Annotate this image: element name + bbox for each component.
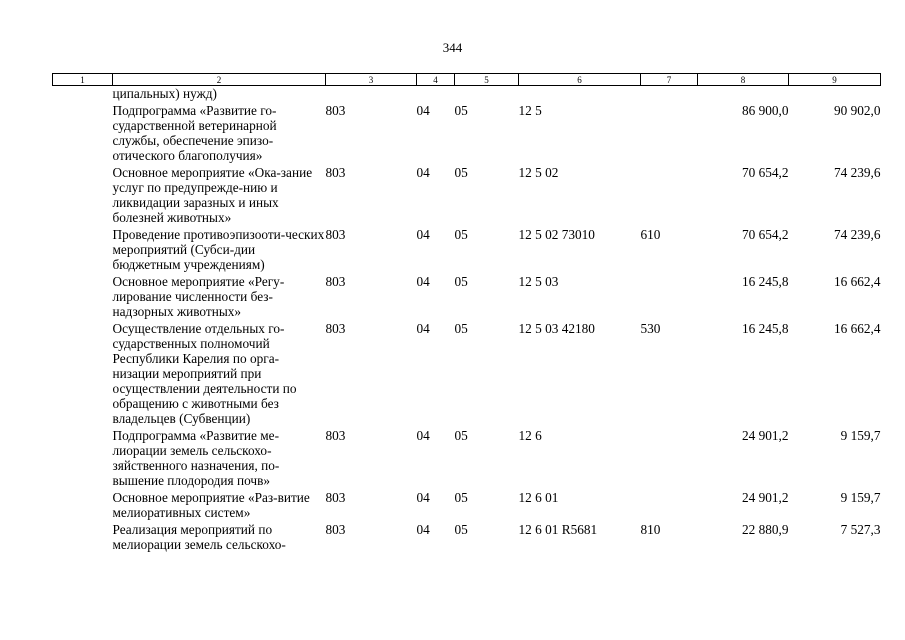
cell-c6: 12 5 03 [518,274,559,289]
cell-c9: 7 527,3 [840,522,881,537]
cell-c4: 04 [416,428,430,443]
cell-c5: 05 [454,165,468,180]
cell-c5: 05 [454,103,468,118]
cell-c9: 9 159,7 [840,428,881,443]
cell-c6: 12 5 03 42180 [518,321,595,336]
cell-c6: 12 5 [518,103,542,118]
cell-c7 [641,86,698,104]
cell-c7 [641,428,698,490]
table-row [53,490,881,522]
cell-row-number [53,227,113,274]
table-row [53,165,881,227]
cell-c6: 12 5 02 73010 [518,227,595,242]
cell-c9: 74 239,6 [833,165,881,180]
cell-c5: 05 [454,428,468,443]
cell-item-name: Реализация мероприятий по мелиорации земель сельскохо- [112,522,286,552]
cell-c8: 70 654,2 [741,227,789,242]
cell-c6: 12 5 02 [518,165,559,180]
page-number: 344 [442,40,463,55]
cell-row-number [53,428,113,490]
cell-c4 [417,86,455,104]
header-col-1: 1 [53,74,113,86]
cell-c6: 12 6 01 R5681 [518,522,598,537]
cell-c3 [326,86,417,104]
cell-item-name: Основное мероприятие «Регу-лирование численности без-надзорных животных» [112,274,285,319]
header-col-2: 2 [113,74,326,86]
header-col-9: 9 [789,74,881,86]
cell-row-number [53,490,113,522]
cell-item-name: Осуществление отдельных го-сударственных полномочий Республики Карелия по орга-низации мероприятий при осуществлении деятельности по обращению с животными без владельцев (Субвенции) [112,321,297,426]
table-row [53,103,881,165]
cell-row-number [53,274,113,321]
cell-c9 [789,86,881,104]
cell-c4: 04 [416,103,430,118]
cell-c9: 74 239,6 [833,227,881,242]
cell-item-name: Проведение противоэпизооти-ческих мероприятий (Субси-дии бюджетным учреждениям) [112,227,325,272]
cell-c3: 803 [325,274,346,289]
cell-c3: 803 [325,321,346,336]
cell-c7 [641,165,698,227]
cell-c5: 05 [454,227,468,242]
cell-c9: 16 662,4 [833,274,881,289]
cell-c7: 530 [640,321,661,336]
cell-c3: 803 [325,428,346,443]
cell-c7: 610 [640,227,661,242]
cell-item-name: Основное мероприятие «Ока-зание услуг по предупрежде-нию и ликвидации заразных и иных болезней животных» [112,165,313,225]
cell-c4: 04 [416,522,430,537]
cell-row-number [53,165,113,227]
table-row [53,428,881,490]
cell-c6: 12 6 [518,428,542,443]
cell-item-name: Основное мероприятие «Раз-витие мелиоративных систем» [112,490,310,520]
cell-item-name: Подпрограмма «Развитие го-сударственной ветеринарной службы, обеспечение эпизо-отического благополучия» [112,103,277,163]
header-col-6: 6 [519,74,641,86]
cell-c8: 16 245,8 [741,321,789,336]
budget-table [52,73,881,554]
cell-c5: 05 [454,274,468,289]
cell-c9: 16 662,4 [833,321,881,336]
cell-c8: 16 245,8 [741,274,789,289]
cell-c4: 04 [416,274,430,289]
table-row [53,227,881,274]
cell-c3: 803 [325,227,346,242]
cell-c8: 24 901,2 [741,490,789,505]
header-col-3: 3 [326,74,417,86]
cell-row-number [53,321,113,428]
cell-c7 [641,274,698,321]
cell-c6 [519,86,641,104]
cell-c8: 86 900,0 [741,103,789,118]
cell-c7: 810 [640,522,661,537]
cell-c5 [455,86,519,104]
cell-c9: 90 902,0 [833,103,881,118]
column-number-header [53,74,881,86]
cell-c4: 04 [416,321,430,336]
cell-c3: 803 [325,522,346,537]
cell-c3: 803 [325,490,346,505]
cell-c8: 22 880,9 [741,522,789,537]
cell-c8: 24 901,2 [741,428,789,443]
cell-row-number [53,103,113,165]
header-col-7: 7 [641,74,698,86]
cell-row-number [53,86,113,104]
cell-c8: 70 654,2 [741,165,789,180]
cell-c5: 05 [454,490,468,505]
table-body [53,86,881,555]
table-row [53,321,881,428]
cell-row-number [53,522,113,554]
cell-c4: 04 [416,490,430,505]
cell-item-name: ципальных) нужд) [112,86,217,101]
table-row [53,522,881,554]
cell-c3: 803 [325,103,346,118]
cell-c6: 12 6 01 [518,490,559,505]
table-row [53,274,881,321]
cell-c4: 04 [416,227,430,242]
cell-c7 [641,103,698,165]
cell-c7 [641,490,698,522]
cell-c3: 803 [325,165,346,180]
header-col-4: 4 [417,74,455,86]
cell-c8 [698,86,789,104]
header-col-8: 8 [698,74,789,86]
table-row [53,86,881,104]
cell-item-name: Подпрограмма «Развитие ме-лиорации земель сельскохо-зяйственного назначения, по-вышение плодородия почв» [112,428,280,488]
cell-c9: 9 159,7 [840,490,881,505]
header-col-5: 5 [455,74,519,86]
cell-c5: 05 [454,321,468,336]
cell-c5: 05 [454,522,468,537]
cell-c4: 04 [416,165,430,180]
